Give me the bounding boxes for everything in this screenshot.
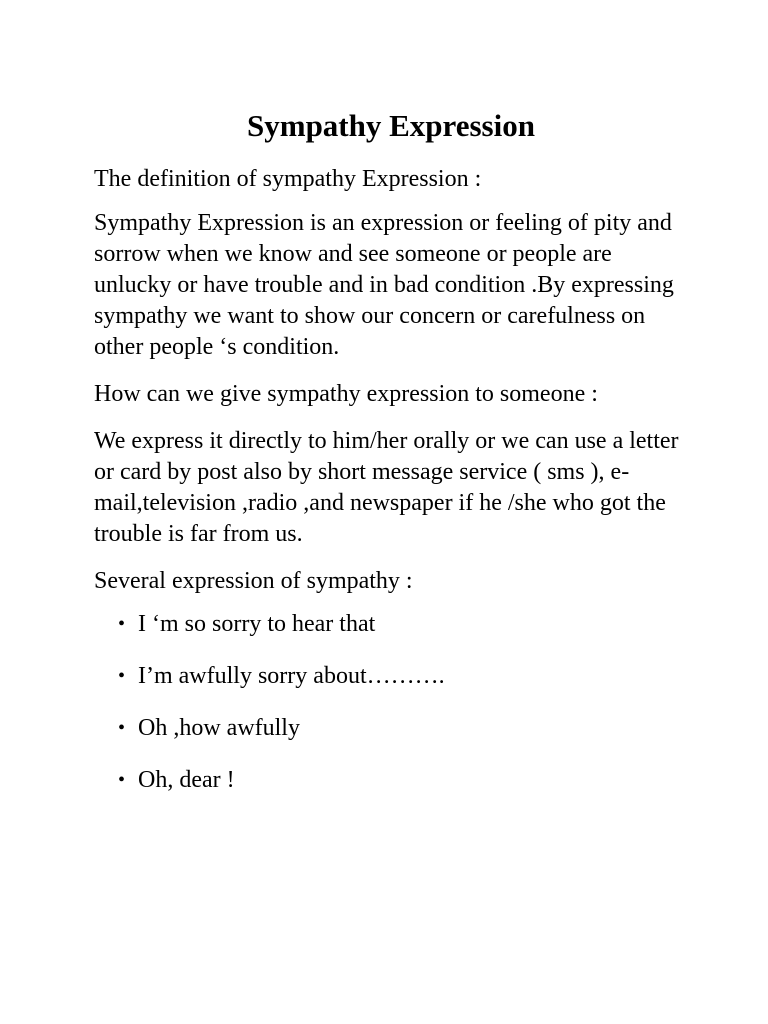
expression-list [94, 609, 694, 796]
bullet-icon: • [118, 769, 126, 791]
several-expressions-heading: Several expression of sympathy : [94, 568, 413, 594]
expression-text: Oh ,how awfully [138, 715, 300, 741]
definition-paragraph: Sympathy Expression is an expression or feeling of pity and sorrow when we know and see someone or people are unlucky or have trouble and in bad condition .By expressing sympathy we want to show our concern or carefulness on other people ‘s condition. [94, 210, 674, 360]
list-item [94, 765, 694, 796]
how-paragraph: We express it directly to him/her orally or we can use a letter or card by post also by short message service ( sms ), e-mail,television ,radio ,and newspaper if he /she who got the trouble is far from us. [94, 428, 679, 547]
definition-heading: The definition of sympathy Expression : [94, 166, 482, 192]
expression-text: I’m awfully sorry about………. [138, 663, 445, 689]
list-item [94, 609, 694, 640]
list-item [94, 661, 694, 692]
expression-text: I ‘m so sorry to hear that [138, 611, 376, 637]
bullet-icon: • [118, 613, 126, 635]
expression-text: Oh, dear ! [138, 767, 235, 793]
list-item [94, 713, 694, 744]
bullet-icon: • [118, 717, 126, 739]
how-heading: How can we give sympathy expression to someone : [94, 381, 598, 407]
document-title: Sympathy Expression [247, 108, 535, 143]
document-page [94, 108, 694, 817]
bullet-icon: • [118, 665, 126, 687]
